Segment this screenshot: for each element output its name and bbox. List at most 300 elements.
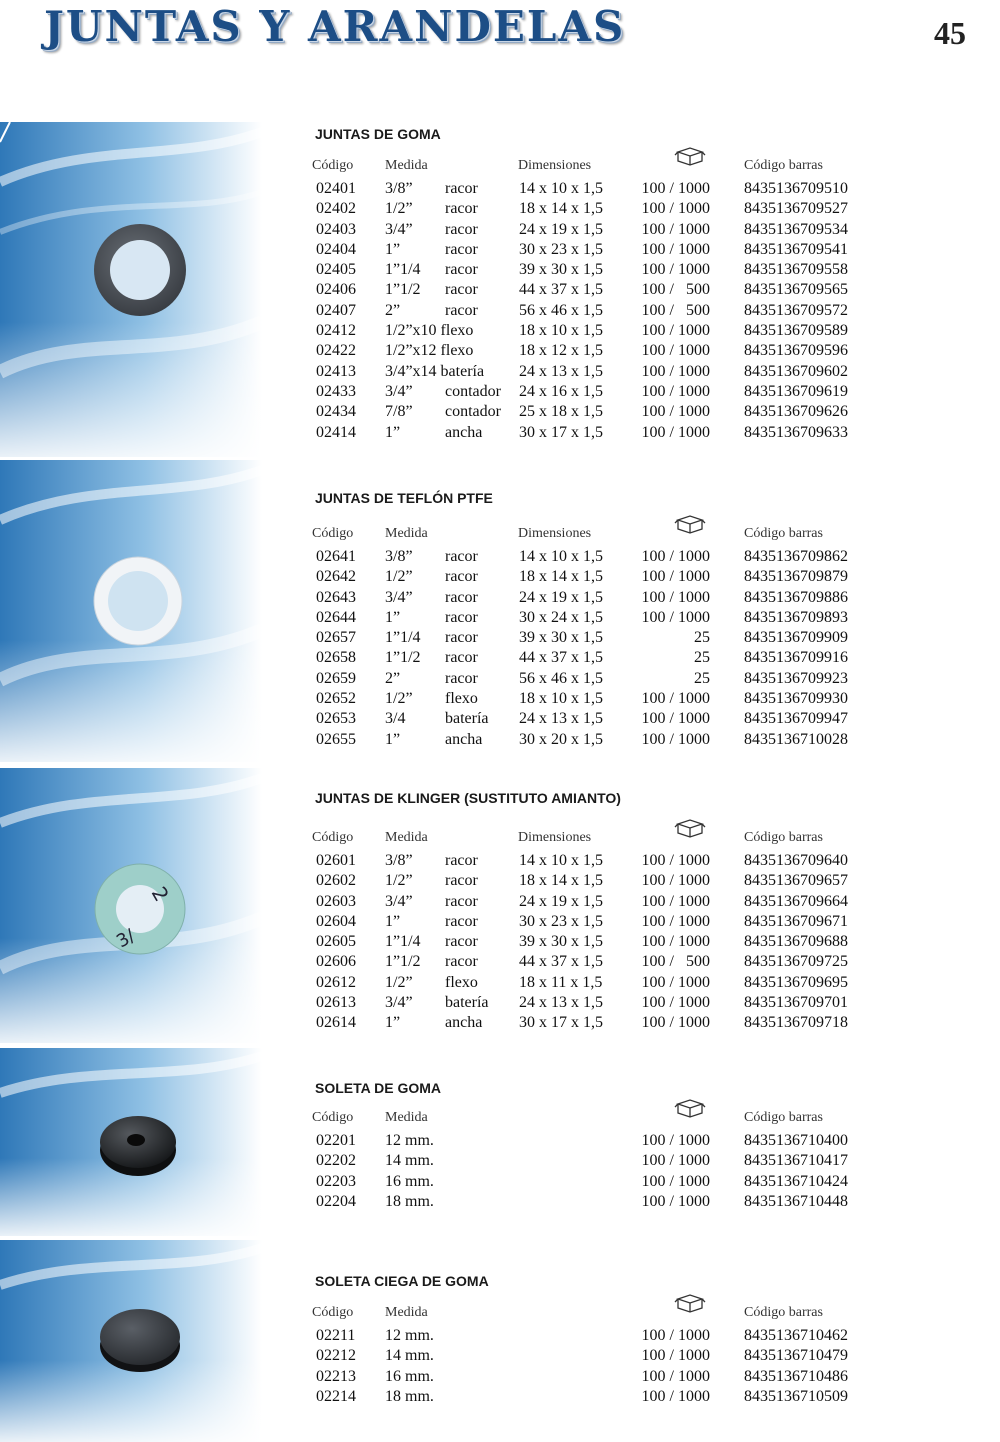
product-code: 02659 — [316, 669, 356, 687]
package-quantity: 100 / 1000 — [641, 548, 710, 565]
product-code: 02211 — [316, 1327, 356, 1344]
product-type: racor — [445, 852, 478, 869]
package-quantity: 25 — [694, 669, 710, 687]
table-row — [312, 609, 872, 629]
product-measure: 1”1/4 — [385, 629, 421, 647]
table-row — [312, 690, 872, 710]
table-row — [312, 589, 872, 609]
product-type: racor — [445, 933, 478, 951]
table-row — [312, 710, 872, 730]
package-quantity: 100 / 1000 — [641, 403, 710, 421]
page-title: JUNTAS Y ARANDELAS — [44, 2, 626, 51]
product-code: 02605 — [316, 933, 356, 951]
package-quantity: 100 / 1000 — [641, 912, 710, 930]
barcode: 8435136709664 — [744, 892, 848, 910]
product-type: contador — [445, 403, 501, 421]
product-code: 02658 — [316, 649, 356, 667]
product-type: ancha — [445, 423, 483, 441]
package-quantity: 100 / 1000 — [641, 588, 710, 606]
package-quantity: 25 — [694, 629, 710, 647]
rubber-sole-image — [98, 1110, 178, 1180]
table-row — [312, 261, 872, 281]
product-measure: 18 mm. — [385, 1192, 434, 1210]
product-type: racor — [445, 669, 478, 687]
table-row — [312, 403, 872, 423]
product-measure: 3/4” — [385, 994, 413, 1012]
product-measure: 16 mm. — [385, 1172, 434, 1190]
table-row — [312, 1152, 872, 1172]
table-row — [312, 994, 872, 1014]
klinger-washer-image — [93, 862, 187, 956]
package-quantity: 100 / 500 — [641, 953, 710, 971]
product-dimensions: 24 x 13 x 1,5 — [519, 710, 603, 728]
barcode: 8435136709596 — [744, 342, 848, 360]
barcode: 8435136710462 — [744, 1327, 848, 1344]
product-dimensions: 14 x 10 x 1,5 — [519, 852, 603, 869]
product-code: 02403 — [316, 220, 356, 238]
barcode: 8435136709930 — [744, 690, 848, 708]
package-quantity: 100 / 1000 — [641, 200, 710, 218]
table-header — [312, 158, 872, 180]
product-type: flexo — [445, 973, 478, 991]
barcode: 8435136709671 — [744, 912, 848, 930]
product-measure: 2” — [385, 669, 401, 687]
product-measure: 12 mm. — [385, 1132, 434, 1149]
product-code: 02407 — [316, 301, 356, 319]
header-dimensions: Dimensiones — [518, 158, 592, 173]
product-code: 02602 — [316, 872, 356, 890]
barcode: 8435136709619 — [744, 382, 848, 400]
table-row — [312, 1368, 872, 1388]
barcode: 8435136709879 — [744, 568, 848, 586]
barcode: 8435136709862 — [744, 548, 848, 565]
header-measure: Medida — [385, 1110, 428, 1125]
package-quantity: 100 / 1000 — [641, 1192, 710, 1210]
product-table — [312, 526, 872, 751]
product-type: racor — [445, 629, 478, 647]
product-type: racor — [445, 608, 478, 626]
product-type: racor — [445, 220, 478, 238]
barcode: 8435136710424 — [744, 1172, 848, 1190]
package-quantity: 100 / 1000 — [641, 710, 710, 728]
product-measure: 1” — [385, 240, 401, 258]
product-code: 02606 — [316, 953, 356, 971]
product-measure: 1” — [385, 423, 401, 441]
header-code: Código — [312, 1110, 354, 1125]
product-measure: 14 mm. — [385, 1152, 434, 1170]
barcode: 8435136709640 — [744, 852, 848, 869]
table-row — [312, 933, 872, 953]
table-row — [312, 1193, 872, 1213]
table-header — [312, 526, 872, 548]
table-row — [312, 1132, 872, 1152]
product-type: ancha — [445, 730, 483, 748]
product-code: 02603 — [316, 892, 356, 910]
barcode: 8435136709916 — [744, 649, 848, 667]
header-code: Código — [312, 526, 354, 541]
table-row — [312, 568, 872, 588]
product-type: racor — [445, 281, 478, 299]
product-code: 02414 — [316, 423, 356, 441]
barcode: 8435136709886 — [744, 588, 848, 606]
product-dimensions: 30 x 23 x 1,5 — [519, 240, 603, 258]
product-code: 02214 — [316, 1387, 356, 1405]
product-measure: 7/8” — [385, 403, 413, 421]
package-quantity: 25 — [694, 649, 710, 667]
product-type: racor — [445, 548, 478, 565]
product-measure: 1”1/2 — [385, 953, 421, 971]
box-icon — [674, 1293, 706, 1318]
table-header — [312, 1305, 872, 1327]
barcode: 8435136709565 — [744, 281, 848, 299]
header-barcode: Código barras — [744, 526, 823, 541]
product-dimensions: 24 x 19 x 1,5 — [519, 220, 603, 238]
package-quantity: 100 / 1000 — [641, 892, 710, 910]
package-quantity: 100 / 1000 — [641, 1327, 710, 1344]
product-type: contador — [445, 382, 501, 400]
product-measure: 3/4 — [385, 710, 406, 728]
table-row — [312, 180, 872, 200]
product-measure: 1/2” — [385, 568, 413, 586]
package-quantity: 100 / 1000 — [641, 1014, 710, 1032]
table-row — [312, 363, 872, 383]
product-type: racor — [445, 180, 478, 197]
product-code: 02433 — [316, 382, 356, 400]
page-number: 45 — [934, 15, 966, 51]
product-dimensions: 30 x 17 x 1,5 — [519, 423, 603, 441]
product-measure: 3/4” — [385, 588, 413, 606]
product-dimensions: 18 x 10 x 1,5 — [519, 322, 603, 340]
product-code: 02613 — [316, 994, 356, 1012]
header-code: Código — [312, 830, 354, 845]
table-row — [312, 649, 872, 669]
table-row — [312, 281, 872, 301]
package-quantity: 100 / 1000 — [641, 690, 710, 708]
product-dimensions: 39 x 30 x 1,5 — [519, 933, 603, 951]
barcode: 8435136709541 — [744, 240, 848, 258]
product-measure: 1” — [385, 912, 401, 930]
barcode: 8435136709718 — [744, 1014, 848, 1032]
package-quantity: 100 / 1000 — [641, 973, 710, 991]
product-table — [312, 158, 872, 444]
product-code: 02614 — [316, 1014, 356, 1032]
product-measure: 1”1/2 — [385, 649, 421, 667]
product-dimensions: 18 x 14 x 1,5 — [519, 872, 603, 890]
product-measure: 3/8” — [385, 852, 413, 869]
product-dimensions: 44 x 37 x 1,5 — [519, 953, 603, 971]
section-title: SOLETA CIEGA DE GOMA — [315, 1273, 489, 1289]
table-row — [312, 913, 872, 933]
product-measure: 1” — [385, 1014, 401, 1032]
table-row — [312, 1388, 872, 1408]
product-measure: 3/4”x14 batería — [385, 362, 485, 380]
product-code: 02422 — [316, 342, 356, 360]
product-dimensions: 30 x 17 x 1,5 — [519, 1014, 603, 1032]
barcode: 8435136710028 — [744, 730, 848, 748]
package-quantity: 100 / 1000 — [641, 608, 710, 626]
package-quantity: 100 / 1000 — [641, 1387, 710, 1405]
product-dimensions: 44 x 37 x 1,5 — [519, 281, 603, 299]
package-quantity: 100 / 1000 — [641, 382, 710, 400]
barcode: 8435136709909 — [744, 629, 848, 647]
svg-text:3/: 3/ — [113, 925, 139, 953]
product-type: batería — [445, 994, 489, 1012]
product-type: racor — [445, 872, 478, 890]
product-dimensions: 14 x 10 x 1,5 — [519, 548, 603, 565]
barcode: 8435136709626 — [744, 403, 848, 421]
product-dimensions: 25 x 18 x 1,5 — [519, 403, 603, 421]
package-quantity: 100 / 1000 — [641, 362, 710, 380]
header-measure: Medida — [385, 526, 428, 541]
product-dimensions: 24 x 13 x 1,5 — [519, 362, 603, 380]
barcode: 8435136709633 — [744, 423, 848, 441]
product-code: 02203 — [316, 1172, 356, 1190]
table-row — [312, 974, 872, 994]
product-measure: 3/8” — [385, 548, 413, 565]
package-quantity: 100 / 1000 — [641, 1347, 710, 1365]
product-dimensions: 56 x 46 x 1,5 — [519, 301, 603, 319]
barcode: 8435136709695 — [744, 973, 848, 991]
barcode: 8435136709510 — [744, 180, 848, 197]
header-measure: Medida — [385, 158, 428, 173]
blind-rubber-sole-image — [98, 1302, 182, 1376]
product-dimensions: 18 x 12 x 1,5 — [519, 342, 603, 360]
product-measure: 3/4” — [385, 220, 413, 238]
package-quantity: 100 / 1000 — [641, 240, 710, 258]
header-code: Código — [312, 1305, 354, 1320]
table-row — [312, 1327, 872, 1347]
product-type: ancha — [445, 1014, 483, 1032]
product-code: 02412 — [316, 322, 356, 340]
package-quantity: 100 / 1000 — [641, 423, 710, 441]
box-icon — [674, 1098, 706, 1123]
product-code: 02643 — [316, 588, 356, 606]
product-type: racor — [445, 301, 478, 319]
product-dimensions: 18 x 11 x 1,5 — [519, 973, 603, 991]
barcode: 8435136710509 — [744, 1387, 848, 1405]
product-measure: 2” — [385, 301, 401, 319]
product-dimensions: 39 x 30 x 1,5 — [519, 629, 603, 647]
package-quantity: 100 / 1000 — [641, 568, 710, 586]
product-dimensions: 56 x 46 x 1,5 — [519, 669, 603, 687]
table-row — [312, 1014, 872, 1034]
product-dimensions: 24 x 19 x 1,5 — [519, 892, 603, 910]
product-type: racor — [445, 568, 478, 586]
product-table — [312, 1305, 872, 1408]
product-code: 02213 — [316, 1367, 356, 1385]
product-measure: 16 mm. — [385, 1367, 434, 1385]
package-quantity: 100 / 1000 — [641, 180, 710, 197]
product-type: batería — [445, 710, 489, 728]
header-barcode: Código barras — [744, 158, 823, 173]
table-header — [312, 1110, 872, 1132]
product-measure: 1/2”x10 flexo — [385, 322, 474, 340]
section-title: JUNTAS DE TEFLÓN PTFE — [315, 490, 493, 506]
table-row — [312, 241, 872, 261]
product-measure: 1/2”x12 flexo — [385, 342, 474, 360]
table-row — [312, 953, 872, 973]
product-type: racor — [445, 912, 478, 930]
product-measure: 14 mm. — [385, 1347, 434, 1365]
package-quantity: 100 / 1000 — [641, 220, 710, 238]
product-code: 02402 — [316, 200, 356, 218]
package-quantity: 100 / 500 — [641, 281, 710, 299]
product-dimensions: 24 x 19 x 1,5 — [519, 588, 603, 606]
package-quantity: 100 / 1000 — [641, 1132, 710, 1149]
box-icon — [674, 818, 706, 843]
product-code: 02642 — [316, 568, 356, 586]
package-quantity: 100 / 1000 — [641, 1172, 710, 1190]
box-icon — [674, 514, 706, 539]
table-row — [312, 383, 872, 403]
package-quantity: 100 / 1000 — [641, 730, 710, 748]
product-measure: 1/2” — [385, 200, 413, 218]
barcode: 8435136709947 — [744, 710, 848, 728]
product-dimensions: 18 x 14 x 1,5 — [519, 568, 603, 586]
header-code: Código — [312, 158, 354, 173]
product-type: flexo — [445, 690, 478, 708]
product-dimensions: 39 x 30 x 1,5 — [519, 261, 603, 279]
product-code: 02404 — [316, 240, 356, 258]
product-dimensions: 30 x 24 x 1,5 — [519, 608, 603, 626]
barcode: 8435136709701 — [744, 994, 848, 1012]
table-row — [312, 893, 872, 913]
product-type: racor — [445, 240, 478, 258]
box-icon — [674, 146, 706, 171]
header-measure: Medida — [385, 1305, 428, 1320]
product-code: 02434 — [316, 403, 356, 421]
package-quantity: 100 / 1000 — [641, 342, 710, 360]
section-title: JUNTAS DE KLINGER (SUSTITUTO AMIANTO) — [315, 790, 621, 806]
barcode: 8435136709657 — [744, 872, 848, 890]
barcode: 8435136709725 — [744, 953, 848, 971]
product-code: 02604 — [316, 912, 356, 930]
product-type: racor — [445, 953, 478, 971]
table-row — [312, 322, 872, 342]
product-dimensions: 44 x 37 x 1,5 — [519, 649, 603, 667]
package-quantity: 100 / 1000 — [641, 994, 710, 1012]
table-row — [312, 302, 872, 322]
barcode: 8435136709558 — [744, 261, 848, 279]
product-measure: 1”1/2 — [385, 281, 421, 299]
product-code: 02641 — [316, 548, 356, 565]
barcode: 8435136709688 — [744, 933, 848, 951]
barcode: 8435136709923 — [744, 669, 848, 687]
product-code: 02202 — [316, 1152, 356, 1170]
product-dimensions: 24 x 13 x 1,5 — [519, 994, 603, 1012]
product-code: 02212 — [316, 1347, 356, 1365]
barcode: 8435136709893 — [744, 608, 848, 626]
package-quantity: 100 / 1000 — [641, 1367, 710, 1385]
ptfe-washer-image — [92, 555, 184, 647]
product-measure: 1/2” — [385, 872, 413, 890]
header-barcode: Código barras — [744, 830, 823, 845]
package-quantity: 100 / 1000 — [641, 261, 710, 279]
table-row — [312, 342, 872, 362]
table-row — [312, 872, 872, 892]
header-dimensions: Dimensiones — [518, 526, 592, 541]
section-title: SOLETA DE GOMA — [315, 1080, 441, 1096]
barcode: 8435136710479 — [744, 1347, 848, 1365]
product-dimensions: 30 x 23 x 1,5 — [519, 912, 603, 930]
table-row — [312, 548, 872, 568]
product-table — [312, 1110, 872, 1213]
product-code: 02201 — [316, 1132, 356, 1149]
product-code: 02406 — [316, 281, 356, 299]
product-type: racor — [445, 892, 478, 910]
table-row — [312, 1173, 872, 1193]
product-measure: 3/4” — [385, 892, 413, 910]
product-measure: 1”1/4 — [385, 261, 421, 279]
table-row — [312, 424, 872, 444]
product-table — [312, 830, 872, 1035]
header-barcode: Código barras — [744, 1305, 823, 1320]
product-dimensions: 14 x 10 x 1,5 — [519, 180, 603, 197]
barcode: 8435136709527 — [744, 200, 848, 218]
barcode: 8435136709534 — [744, 220, 848, 238]
product-measure: 1” — [385, 608, 401, 626]
table-row — [312, 1347, 872, 1367]
product-measure: 3/8” — [385, 180, 413, 197]
product-code: 02657 — [316, 629, 356, 647]
product-dimensions: 24 x 16 x 1,5 — [519, 382, 603, 400]
product-measure: 1” — [385, 730, 401, 748]
barcode: 8435136710486 — [744, 1367, 848, 1385]
product-dimensions: 18 x 14 x 1,5 — [519, 200, 603, 218]
svg-text:2: 2 — [146, 882, 174, 906]
barcode: 8435136710417 — [744, 1152, 848, 1170]
package-quantity: 100 / 1000 — [641, 852, 710, 869]
product-measure: 12 mm. — [385, 1327, 434, 1344]
product-code: 02652 — [316, 690, 356, 708]
product-type: racor — [445, 200, 478, 218]
header-measure: Medida — [385, 830, 428, 845]
barcode: 8435136710400 — [744, 1132, 848, 1149]
package-quantity: 100 / 1000 — [641, 872, 710, 890]
product-measure: 18 mm. — [385, 1387, 434, 1405]
table-header — [312, 830, 872, 852]
product-measure: 1/2” — [385, 973, 413, 991]
table-row — [312, 731, 872, 751]
product-code: 02653 — [316, 710, 356, 728]
product-code: 02655 — [316, 730, 356, 748]
product-type: racor — [445, 588, 478, 606]
header-dimensions: Dimensiones — [518, 830, 592, 845]
table-row — [312, 629, 872, 649]
product-measure: 3/4” — [385, 382, 413, 400]
product-dimensions: 30 x 20 x 1,5 — [519, 730, 603, 748]
product-measure: 1”1/4 — [385, 933, 421, 951]
product-dimensions: 18 x 10 x 1,5 — [519, 690, 603, 708]
barcode: 8435136709589 — [744, 322, 848, 340]
package-quantity: 100 / 1000 — [641, 322, 710, 340]
header-barcode: Código barras — [744, 1110, 823, 1125]
product-measure: 1/2” — [385, 690, 413, 708]
barcode: 8435136709602 — [744, 362, 848, 380]
product-code: 02204 — [316, 1192, 356, 1210]
product-code: 02644 — [316, 608, 356, 626]
table-row — [312, 200, 872, 220]
barcode: 8435136710448 — [744, 1192, 848, 1210]
package-quantity: 100 / 1000 — [641, 933, 710, 951]
product-code: 02601 — [316, 852, 356, 869]
rubber-washer-image — [92, 222, 188, 318]
table-row — [312, 221, 872, 241]
package-quantity: 100 / 1000 — [641, 1152, 710, 1170]
product-code: 02401 — [316, 180, 356, 197]
product-code: 02405 — [316, 261, 356, 279]
section-title: JUNTAS DE GOMA — [315, 126, 441, 142]
